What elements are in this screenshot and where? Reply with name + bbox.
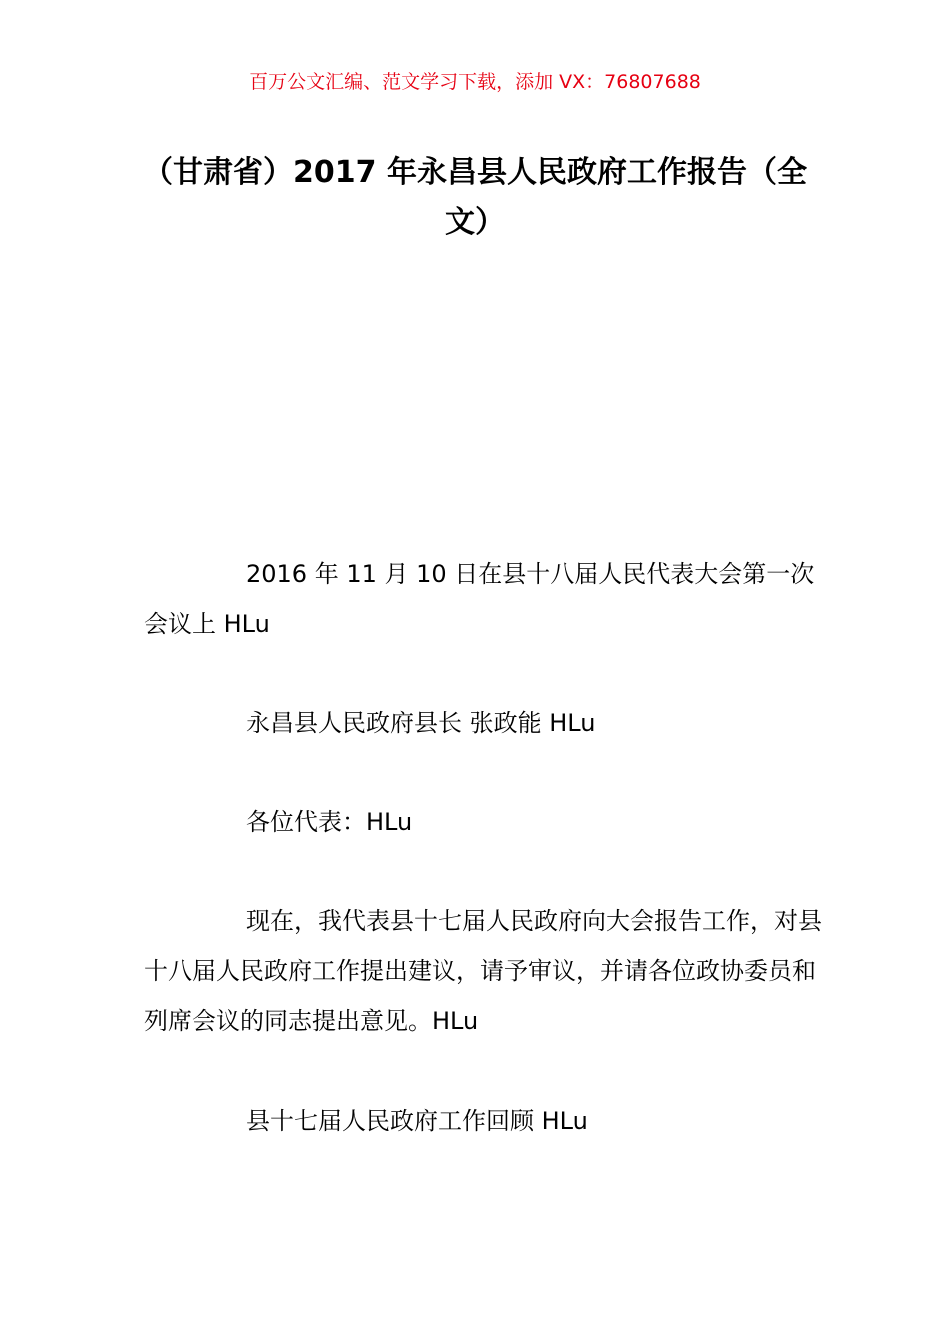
paragraph-intro: 现在，我代表县十七届人民政府向大会报告工作，对县十八届人民政府工作提出建议，请予审议，并请各位政协委员和列席会议的同志提出意见。HLu: [144, 907, 822, 1035]
paragraph-meeting-info: 2016 年 11 月 10 日在县十八届人民代表大会第一次会议上 HLu: [144, 560, 815, 638]
paragraph-salutation: 各位代表：HLu: [246, 808, 413, 836]
document-title: （甘肃省）2017 年永昌县人民政府工作报告（全文）: [143, 155, 807, 240]
header-note: 百万公文汇编、范文学习下载，添加 VX：76807688: [249, 71, 701, 93]
paragraph-speaker: 永昌县人民政府县长 张政能 HLu: [246, 709, 596, 737]
section-heading-review: 县十七届人民政府工作回顾 HLu: [246, 1107, 588, 1135]
